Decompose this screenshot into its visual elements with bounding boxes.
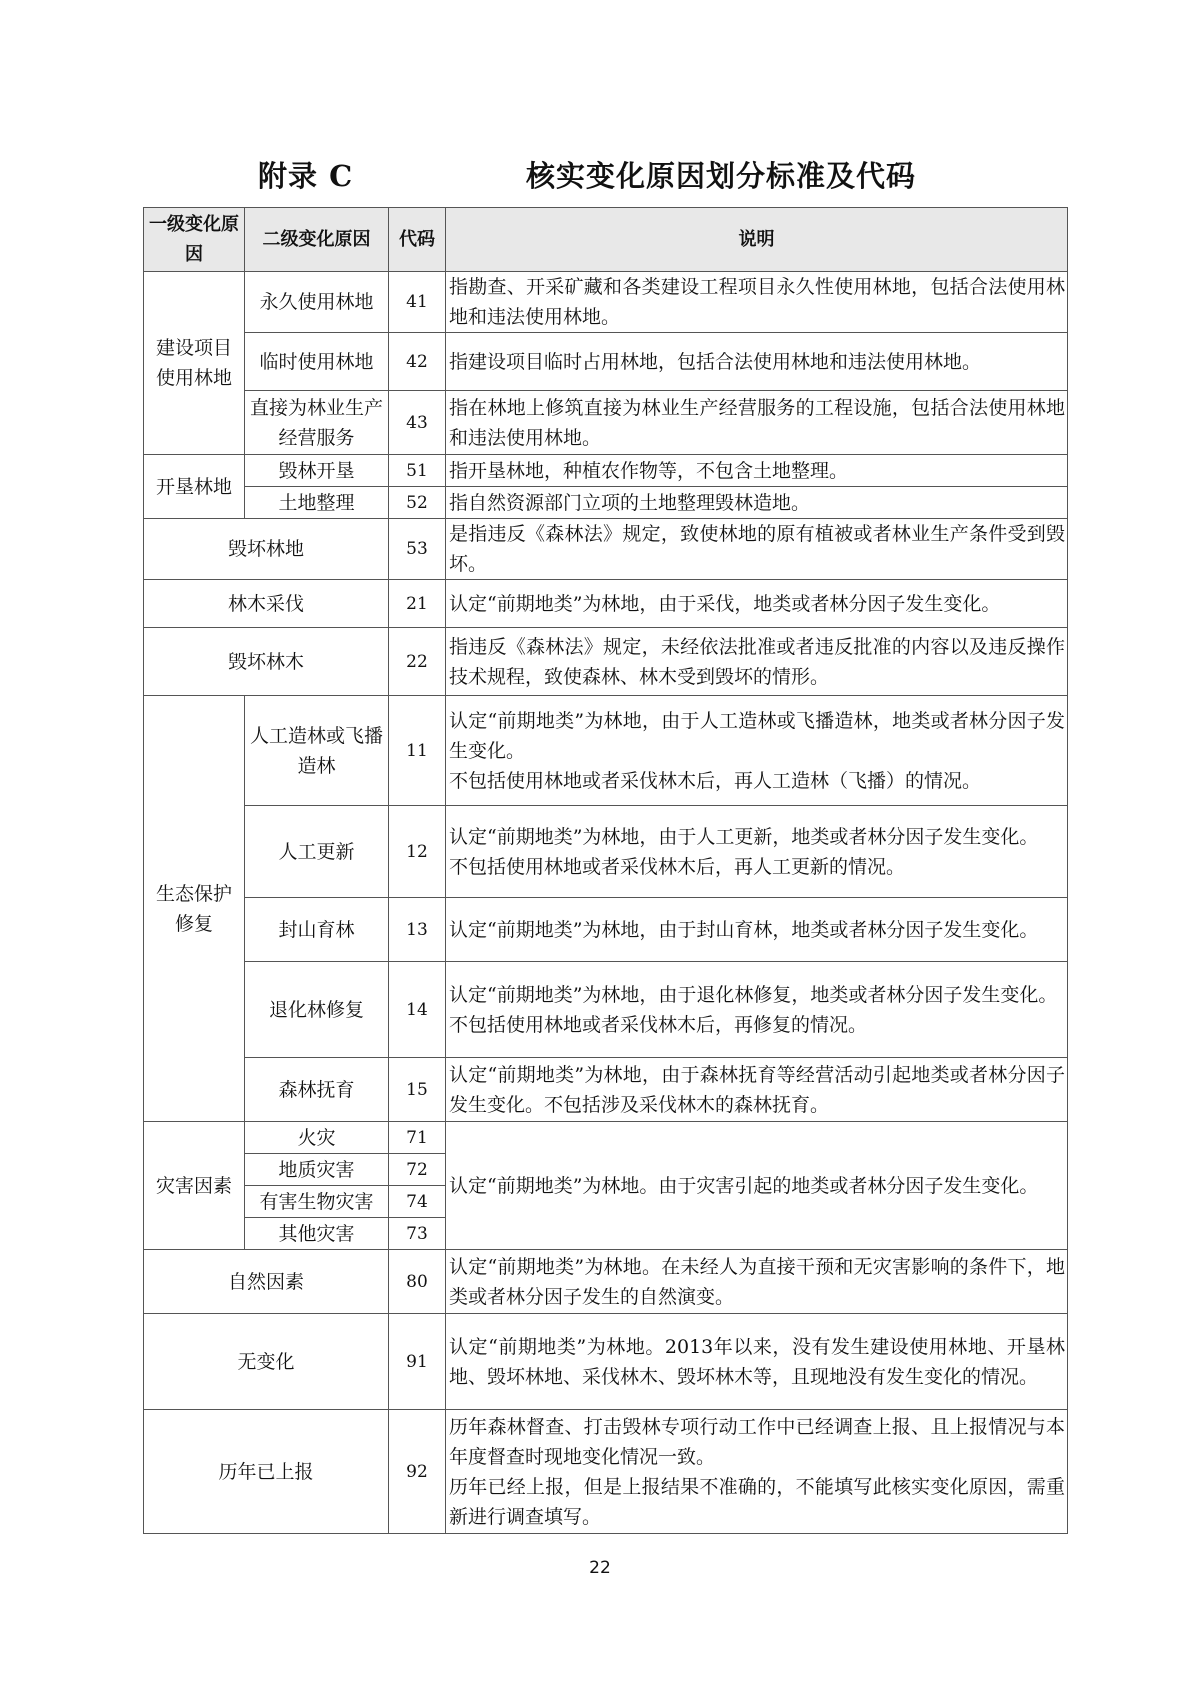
desc-cell: [446, 806, 1068, 898]
level2-cell: 地质灾害: [245, 1154, 389, 1186]
level2-cell: 直接为林业生产经营服务: [245, 391, 389, 455]
desc-cell: 指自然资源部门立项的土地整理毁林造地。: [446, 487, 1068, 519]
level1-cell: 建设项目使用林地: [144, 272, 245, 455]
desc-cell: 是指违反《森林法》规定，致使林地的原有植被或者林业生产条件受到毁坏。: [446, 519, 1068, 580]
table-row: [144, 580, 1068, 628]
code-cell: 51: [389, 455, 446, 487]
code-cell: 53: [389, 519, 446, 580]
change-reason-table: [143, 207, 1068, 1534]
desc-line: 不包括使用林地或者采伐林木后，再人工造林（飞播）的情况。: [449, 769, 982, 792]
code-cell: 15: [389, 1058, 446, 1122]
code-cell: 52: [389, 487, 446, 519]
level2-cell: 森林抚育: [245, 1058, 389, 1122]
table-row: [144, 962, 1068, 1058]
level2-cell: 封山育林: [245, 898, 389, 962]
table-row: [144, 455, 1068, 487]
level1-cell: 毁坏林木: [144, 628, 389, 696]
desc-line: 历年已经上报，但是上报结果不准确的，不能填写此核实变化原因，需重新进行调查填写。: [449, 1475, 1065, 1528]
table-header-row: [144, 208, 1068, 272]
code-cell: 11: [389, 696, 446, 806]
code-cell: 74: [389, 1186, 446, 1218]
table-row: [144, 391, 1068, 455]
desc-cell: 认定“前期地类”为林地，由于森林抚育等经营活动引起地类或者林分因子发生变化。不包括涉及采伐林木的森林抚育。: [446, 1058, 1068, 1122]
desc-cell: [446, 1410, 1068, 1534]
code-cell: 21: [389, 580, 446, 628]
table-row: [144, 1314, 1068, 1410]
level2-cell: 火灾: [245, 1122, 389, 1154]
desc-cell: 认定“前期地类”为林地。由于灾害引起的地类或者林分因子发生变化。: [446, 1122, 1068, 1250]
desc-cell: 认定“前期地类”为林地。2013年以来，没有发生建设使用林地、开垦林地、毁坏林地、采伐林木、毁坏林木等，且现地没有发生变化的情况。: [446, 1314, 1068, 1410]
desc-cell: [446, 696, 1068, 806]
level2-cell: 人工更新: [245, 806, 389, 898]
desc-cell: 指勘查、开采矿藏和各类建设工程项目永久性使用林地，包括合法使用林地和违法使用林地。: [446, 272, 1068, 333]
level2-cell: 人工造林或飞播造林: [245, 696, 389, 806]
header-desc: 说明: [446, 208, 1068, 272]
table-row: [144, 1122, 1068, 1154]
table-row: [144, 1410, 1068, 1534]
code-cell: 41: [389, 272, 446, 333]
table-row: [144, 898, 1068, 962]
code-cell: 14: [389, 962, 446, 1058]
desc-cell: 指建设项目临时占用林地，包括合法使用林地和违法使用林地。: [446, 333, 1068, 391]
desc-line: 认定“前期地类”为林地，由于人工造林或飞播造林，地类或者林分因子发生变化。: [449, 709, 1065, 762]
level2-cell: 毁林开垦: [245, 455, 389, 487]
code-cell: 13: [389, 898, 446, 962]
code-cell: 80: [389, 1250, 446, 1314]
table-row: [144, 519, 1068, 580]
desc-line: 不包括使用林地或者采伐林木后，再人工更新的情况。: [449, 855, 906, 878]
level2-cell: 有害生物灾害: [245, 1186, 389, 1218]
page-number: 22: [589, 1558, 611, 1578]
desc-cell: 指在林地上修筑直接为林业生产经营服务的工程设施，包括合法使用林地和违法使用林地。: [446, 391, 1068, 455]
table-row: [144, 272, 1068, 333]
desc-cell: 认定“前期地类”为林地，由于采伐，地类或者林分因子发生变化。: [446, 580, 1068, 628]
desc-cell: 认定“前期地类”为林地。在未经人为直接干预和无灾害影响的条件下，地类或者林分因子发生的自然演变。: [446, 1250, 1068, 1314]
code-cell: 73: [389, 1218, 446, 1250]
level2-cell: 土地整理: [245, 487, 389, 519]
level1-cell: 毁坏林地: [144, 519, 389, 580]
desc-line: 认定“前期地类”为林地，由于人工更新，地类或者林分因子发生变化。: [449, 825, 1039, 848]
level2-cell: 退化林修复: [245, 962, 389, 1058]
desc-line: 历年森林督查、打击毁林专项行动工作中已经调查上报、且上报情况与本年度督查时现地变化情况一致。: [449, 1415, 1065, 1468]
code-cell: 22: [389, 628, 446, 696]
level2-cell: 其他灾害: [245, 1218, 389, 1250]
header-level2: 二级变化原因: [245, 208, 389, 272]
level1-cell: 林木采伐: [144, 580, 389, 628]
code-cell: 12: [389, 806, 446, 898]
desc-cell: [446, 962, 1068, 1058]
table-row: [144, 487, 1068, 519]
level1-cell: 无变化: [144, 1314, 389, 1410]
table-row: [144, 1058, 1068, 1122]
table-row: [144, 333, 1068, 391]
table-row: [144, 806, 1068, 898]
code-cell: 92: [389, 1410, 446, 1534]
code-cell: 42: [389, 333, 446, 391]
level1-cell: 灾害因素: [144, 1122, 245, 1250]
desc-cell: 指开垦林地，种植农作物等，不包含土地整理。: [446, 455, 1068, 487]
level2-cell: 永久使用林地: [245, 272, 389, 333]
desc-cell: 指违反《森林法》规定，未经依法批准或者违反批准的内容以及违反操作技术规程，致使森林、林木受到毁坏的情形。: [446, 628, 1068, 696]
desc-line: 不包括使用林地或者采伐林木后，再修复的情况。: [449, 1013, 868, 1036]
desc-cell: 认定“前期地类”为林地，由于封山育林，地类或者林分因子发生变化。: [446, 898, 1068, 962]
header-level1: 一级变化原因: [144, 208, 245, 272]
level1-cell: 生态保护修复: [144, 696, 245, 1122]
level1-cell: 历年已上报: [144, 1410, 389, 1534]
level2-cell: 临时使用林地: [245, 333, 389, 391]
table-row: [144, 696, 1068, 806]
level1-cell: 自然因素: [144, 1250, 389, 1314]
header-code: 代码: [389, 208, 446, 272]
table-row: [144, 1250, 1068, 1314]
code-cell: 72: [389, 1154, 446, 1186]
appendix-label: 附录 C: [258, 159, 354, 193]
page-title: 核实变化原因划分标准及代码: [526, 159, 917, 193]
desc-line: 认定“前期地类”为林地，由于退化林修复，地类或者林分因子发生变化。: [449, 983, 1058, 1006]
code-cell: 91: [389, 1314, 446, 1410]
level1-cell: 开垦林地: [144, 455, 245, 519]
code-cell: 71: [389, 1122, 446, 1154]
table-row: [144, 628, 1068, 696]
code-cell: 43: [389, 391, 446, 455]
